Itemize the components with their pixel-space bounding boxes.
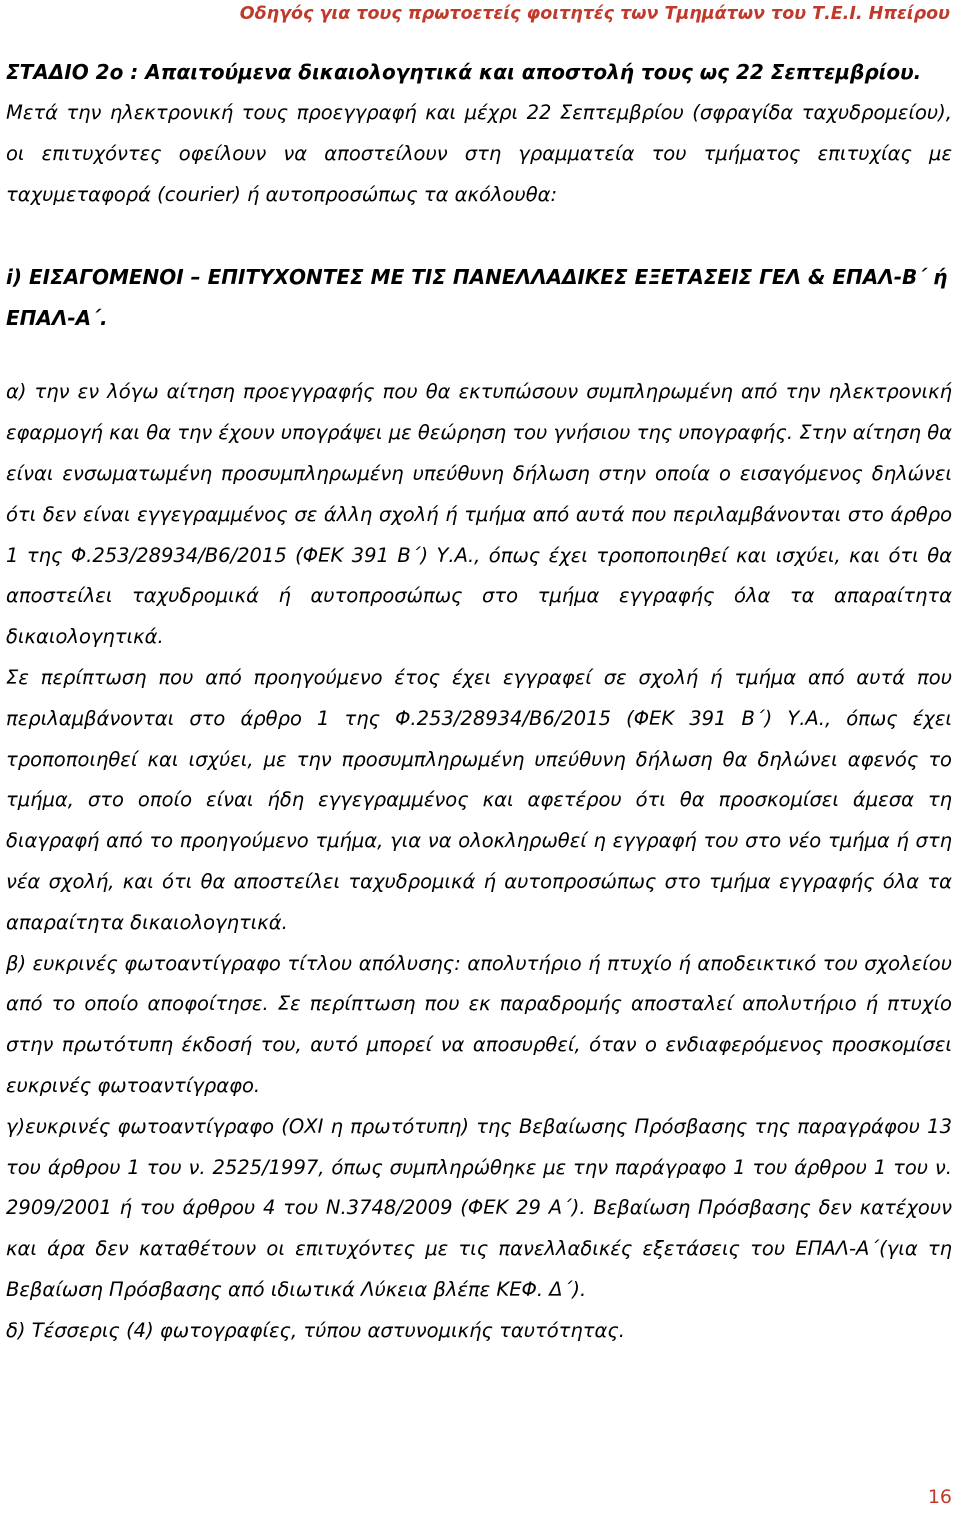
item-c-paragraph: γ)ευκρινές φωτοαντίγραφο (ΟΧΙ η πρωτότυπη) της Βεβαίωσης Πρόσβασης της παραγράφου 13 του άρθρου 1 του ν. 2525/1997, όπως συμπληρώθηκε με την παράγραφο 1 του άρθρου 1 του ν. 2909/2001 ή του άρθρου 4 του Ν.3748/2009 (ΦΕΚ 29 Α΄). Βεβαίωση Πρόσβασης δεν κατέχουν και άρα δεν καταθέτουν οι επιτυχόντες με τις πανελλαδικές εξετάσεις του ΕΠΑΛ-Α΄(για τη Βεβαίωση Πρόσβασης από ιδιωτικά Λύκεια βλέπε ΚΕΦ. Δ΄). bbox=[6, 1114, 952, 1301]
item-a-paragraph: α) την εν λόγω αίτηση προεγγραφής που θα εκτυπώσουν συμπληρωμένη από την ηλεκτρονική εφαρμογή και θα την έχουν υπογράψει με θεώρηση του γνήσιου της υπογραφής. Στην αίτηση θα είναι ενσωματωμένη προσυμπληρωμένη υπεύθυνη δήλωση στην οποία ο εισαγόμενος δηλώνει ότι δεν είναι εγγεγραμμένος σε άλλη σχολή ή τμήμα από αυτά που περιλαμβάνονται στο άρθρο 1 της Φ.253/28934/Β6/2015 (ΦΕΚ 391 Β΄) Υ.Α., όπως έχει τροποποιηθεί και ισχύει, και ότι θα αποστείλει ταχυδρομικά ή αυτοπροσώπως στο τμήμα εγγραφής όλα τα απαραίτητα δικαιολογητικά. bbox=[6, 380, 952, 649]
intro-paragraph: Μετά την ηλεκτρονική τους προεγγραφή και μέχρι 22 Σεπτεμβρίου (σφραγίδα ταχυδρομείου), οι επιτυχόντες οφείλουν να αποστείλουν στη γραμματεία του τμήματος επιτυχίας με ταχυμεταφορά (courier) ή αυτοπροσώπως τα ακόλουθα: bbox=[6, 101, 952, 206]
document-body bbox=[6, 52, 952, 1352]
document-running-header: Οδηγός για τους πρωτοετείς φοιτητές των Τμημάτων του Τ.Ε.Ι. Ηπείρου bbox=[239, 4, 950, 24]
item-d-paragraph: δ) Τέσσερις (4) φωτογραφίες, τύπου αστυνομικής ταυτότητας. bbox=[6, 1318, 625, 1342]
page-number: 16 bbox=[927, 1486, 952, 1508]
item-a-note-paragraph: Σε περίπτωση που από προηγούμενο έτος έχει εγγραφεί σε σχολή ή τμήμα από αυτά που περιλαμβάνονται στο άρθρο 1 της Φ.253/28934/Β6/2015 (ΦΕΚ 391 Β΄) Υ.Α., όπως έχει τροποποιηθεί και ισχύει, με την προσυμπληρωμένη υπεύθυνη δήλωση θα δηλώνει αφενός το τμήμα, στο οποίο είναι ήδη εγγεγραμμένος και αφετέρου ότι θα προσκομίσει άμεσα τη διαγραφή από το προηγούμενο τμήμα, για να ολοκληρωθεί η εγγραφή του στο νέο τμήμα ή στη νέα σχολή, και ότι θα αποστείλει ταχυδρομικά ή αυτοπροσώπως στο τμήμα εγγραφής όλα τα απαραίτητα δικαιολογητικά. bbox=[6, 665, 952, 934]
item-b-paragraph: β) ευκρινές φωτοαντίγραφο τίτλου απόλυσης: απολυτήριο ή πτυχίο ή αποδεικτικό του σχολείου από το οποίο αποφοίτησε. Σε περίπτωση που εκ παραδρομής αποσταλεί απολυτήριο ή πτυχίο στην πρωτότυπη έκδοσή του, αυτό μπορεί να αποσυρθεί, όταν ο ενδιαφερόμενος προσκομίσει ευκρινές φωτοαντίγραφο. bbox=[6, 951, 952, 1097]
stage-heading: ΣΤΑΔΙΟ 2ο : Απαιτούμενα δικαιολογητικά και αποστολή τους ως 22 Σεπτεμβρίου. bbox=[6, 60, 922, 84]
section-i-heading: i) ΕΙΣΑΓΟΜΕΝΟΙ – ΕΠΙΤΥΧΟΝΤΕΣ ΜΕ ΤΙΣ ΠΑΝΕΛΛΑΔΙΚΕΣ ΕΞΕΤΑΣΕΙΣ ΓΕΛ & ΕΠΑΛ-Β΄ ή ΕΠΑΛ-Α΄. bbox=[6, 265, 948, 331]
